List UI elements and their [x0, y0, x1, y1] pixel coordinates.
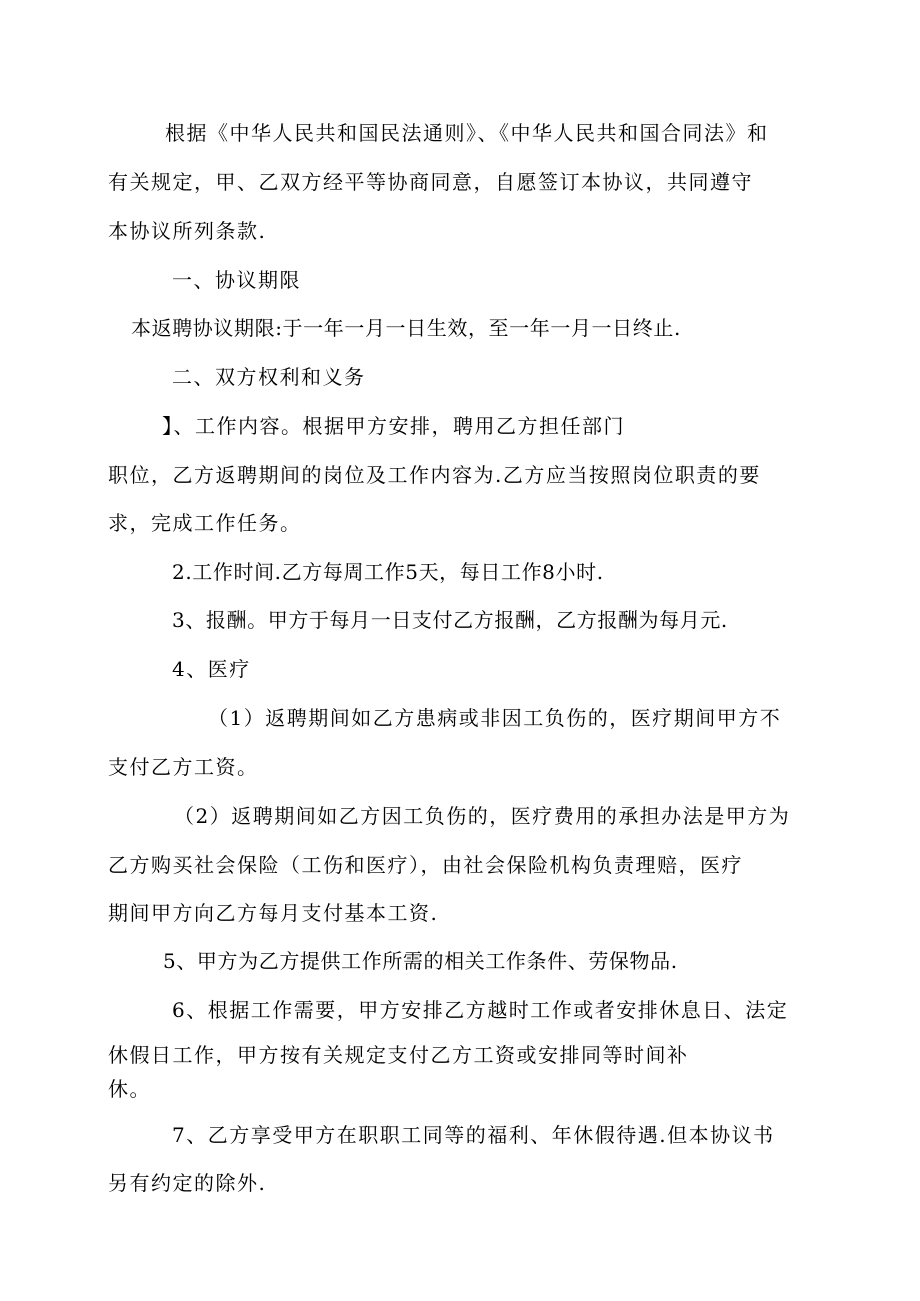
- item1-line-3: 求，完成工作任务。: [108, 511, 302, 535]
- item4-heading: 4、医疗: [172, 657, 251, 681]
- item5-text: 5、甲方为乙方提供工作所需的相关工作条件、劳保物品.: [163, 949, 678, 973]
- section1-heading: 一、协议期限: [172, 268, 301, 292]
- item1-line-2: 职位，乙方返聘期间的岗位及工作内容为.乙方应当按照岗位职责的要: [108, 463, 761, 487]
- item4-sub2-line-1: （2）返聘期间如乙方因工负伤的，医疗费用的承担办法是甲方为: [174, 804, 791, 828]
- item6-line-1: 6、根据工作需要，甲方安排乙方越时工作或者安排休息日、法定: [172, 998, 789, 1022]
- item4-sub2-line-2: 乙方购买社会保险（工伤和医疗），由社会保险机构负责理赔，医疗: [108, 853, 743, 877]
- item4-sub1-line-2: 支付乙方工资。: [108, 755, 259, 779]
- item4-sub1-line-1: （1）返聘期间如乙方患病或非因工负伤的，医疗期间甲方不: [208, 706, 782, 730]
- item6-line-2: 休假日工作，甲方按有关规定支付乙方工资或安排同等时间补: [108, 1043, 689, 1067]
- section1-text: 本返聘协议期限:于一年一月一日生效，至一年一月一日终止.: [131, 316, 681, 340]
- item6-line-3: 休。: [108, 1077, 151, 1101]
- preamble-line-3: 本协议所列条款.: [108, 219, 267, 243]
- item3-text: 3、报酬。甲方于每月一日支付乙方报酬，乙方报酬为每月元.: [172, 608, 728, 632]
- item1-line-1: 】、工作内容。根据甲方安排，聘用乙方担任部门: [162, 414, 625, 438]
- section2-heading: 二、双方权利和义务: [172, 365, 366, 389]
- preamble-line-2: 有关规定，甲、乙双方经平等协商同意，自愿签订本协议，共同遵守: [108, 170, 753, 194]
- preamble-line-1: 根据《中华人民共和国民法通则》、《中华人民共和国合同法》和: [165, 121, 769, 145]
- item2-text: 2.工作时间.乙方每周工作5天，每日工作8小时.: [172, 560, 604, 584]
- item7-line-2: 另有约定的除外.: [108, 1171, 267, 1195]
- item4-sub2-line-3: 期间甲方向乙方每月支付基本工资.: [108, 901, 439, 925]
- item7-line-1: 7、乙方享受甲方在职职工同等的福利、年休假待遇.但本协议书: [172, 1123, 775, 1147]
